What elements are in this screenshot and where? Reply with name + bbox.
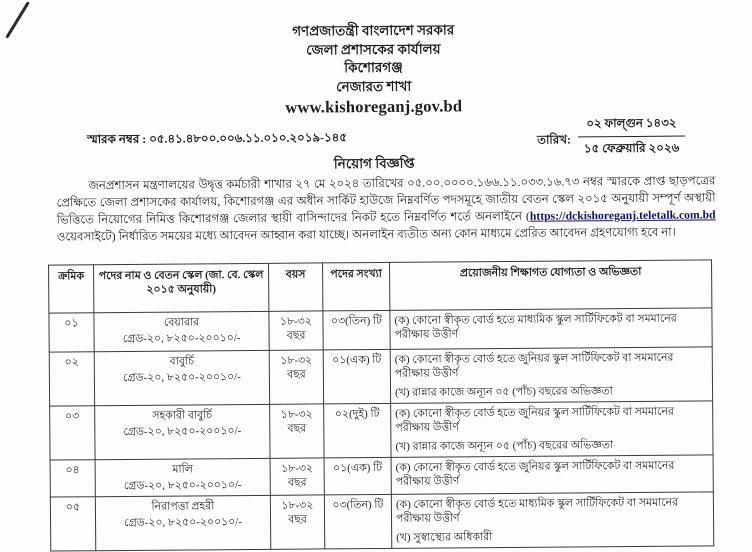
serial-cell: ০৪ [50, 460, 95, 497]
post-count: ০৩(তিন) টি [323, 310, 390, 350]
application-link[interactable]: https://dckishoreganj.teletalk.com.bd [529, 208, 716, 223]
office-name: জেলা প্রশাসকের কার্যালয় [306, 40, 441, 58]
table-row [50, 492, 713, 551]
table-header-age: বয়স [269, 263, 323, 311]
notice-title: নিয়োগ বিজ্ঞপ্তি [333, 155, 415, 172]
table-row [49, 308, 712, 352]
post-name: মালি [172, 463, 193, 476]
qualification-b: (খ) রান্নার কাজে অন্যূন ০৫ (পাঁচ) বছরের অভিজ্ঞতা [395, 439, 614, 453]
qualification-a: (ক) কোনো স্বীকৃত বোর্ড হতে মাধ্যমিক স্কুল সার্টিফিকেট বা সমমানের পরীক্ষায় উত্তীর্ণ [394, 312, 677, 341]
qualification-cell [390, 308, 712, 350]
government-name: গণপ্রজাতন্ত্রী বাংলাদেশ সরকার [292, 22, 455, 39]
qualification-cell [391, 401, 713, 458]
age-cell [270, 458, 324, 495]
table-header-qualification: প্রয়োজনীয় শিক্ষাগত যোগ্যতা ও অভিজ্ঞতা [390, 260, 712, 311]
post-count: ০১(এক) টি [323, 349, 390, 404]
district-name: কিশোরগঞ্জ [344, 59, 403, 76]
post-count: ০১(এক) টি [324, 457, 391, 495]
table-header-post: পদের নাম ও বেতন স্কেল (জা. বে. স্কেল ২০১৫ অনুযায়ী) [94, 263, 269, 312]
qualification-cell [391, 455, 713, 495]
post-cell [94, 350, 269, 405]
qualification-b: (খ) রান্নার কাজে অন্যূন ০৫ (পাঁচ) বছরের অভিজ্ঞতা [394, 385, 613, 399]
qualification-a: (ক) কোনো স্বীকৃত বোর্ড হতে জুনিয়র স্কুল সার্টিফিকেট বা সমমানের পরীক্ষায় উত্তীর্ণ [395, 405, 674, 434]
age-cell [269, 311, 323, 350]
age-range: ১৮-৩২ [280, 354, 313, 367]
serial-cell: ০১ [49, 313, 94, 352]
pay-scale: গ্রেড-২০, ৮২৫০-২০০১০/- [123, 479, 242, 492]
post-count: ০২(দুই) টি [324, 403, 391, 458]
notice-outro: ওয়েবসাইটে) নির্ধারিত সময়ের মধ্যে আবেদন আহ্বান করা যাচ্ছে। অনলাইন ব্যতীত অন্য কোন মাধ্যমে প্রেরিত আবেদন গ্রহণযোগ্য হবে না। [56, 225, 676, 244]
table-row [49, 347, 712, 406]
date-label: তারিখ: [537, 131, 571, 147]
table-row [50, 401, 713, 460]
pay-scale: গ্রেড-২০, ৮২৫০-২০০১০/- [124, 516, 242, 529]
serial-cell: ০২ [49, 352, 94, 406]
age-unit: বছর [287, 422, 307, 435]
age-unit: বছর [286, 329, 306, 342]
table-header-row [49, 260, 712, 313]
website-url: www.kishoreganj.gov.bd [285, 96, 463, 117]
age-range: ১৮-৩২ [281, 462, 314, 475]
qualification-b: (খ) সুস্বাস্থ্যের অধিকারী [396, 531, 493, 544]
age-unit: বছর [287, 368, 306, 381]
qualification-cell [390, 347, 712, 404]
post-name: সহকারী বাবুর্চি [152, 409, 213, 422]
post-cell [95, 495, 270, 550]
post-name: বাবুর্চি [169, 355, 194, 368]
age-range: ১৮-৩২ [279, 315, 312, 328]
memo-number: ০৫.৪১.৪৮০০.০০৬.১১.০১০.২০১৯-১৪৫ [149, 130, 348, 146]
table-header-count: পদের সংখ্যা [323, 262, 390, 311]
age-unit: বছর [287, 476, 307, 489]
qualification-a: (ক) কোনো স্বীকৃত বোর্ড হতে জুনিয়র স্কুল সার্টিফিকেট বা সমমানের পরীক্ষায় উত্তীর্ণ [394, 351, 674, 380]
notice-body [56, 173, 716, 246]
qualification-cell [391, 492, 713, 549]
pay-scale: গ্রেড-২০, ৮২৫০-২০০১০/- [123, 425, 242, 438]
post-name: বেয়ারার [163, 316, 200, 329]
table-row [50, 455, 713, 497]
age-cell [269, 350, 323, 404]
post-cell [95, 404, 270, 459]
date-gregorian: ১৫ ফেব্রুয়ারি ২০২৬ [583, 140, 680, 156]
post-count: ০৩(তিন) টি [324, 494, 391, 549]
post-name: নিরাপত্তা প্রহরী [151, 500, 215, 513]
post-cell [94, 311, 269, 351]
age-unit: বছর [288, 513, 307, 526]
pay-scale: গ্রেড-২০, ৮২৫০-২০০১০/- [122, 332, 241, 345]
memo-line [87, 128, 347, 150]
age-cell [270, 495, 324, 549]
letterhead [0, 19, 749, 121]
qualification-a: (ক) কোনো স্বীকৃত বোর্ড হতে মাধ্যমিক স্কুল সার্টিফিকেট বা সমমানের পরীক্ষায় উত্তীর্ণ [395, 496, 679, 525]
memo-label: স্মারক নম্বর : [86, 131, 147, 147]
age-range: ১৮-৩২ [281, 499, 314, 512]
serial-cell: ০৩ [50, 406, 95, 460]
age-cell [270, 404, 324, 458]
section-name: নেজারত শাখা [335, 78, 412, 94]
notice-intro: জনপ্রশাসন মন্ত্রণালয়ের উদ্বৃত্ত কর্মচারী শাখার ২৭ মে ২০২৪ তারিখের ০৫.০০.০০০০.১৬৬.১১.০৩৩.১৬.৭৩ নম্বর স্মারকে প্রাপ্ত ছাড়পত্রের প্রেক্ষিতে জেলা প্রশাসকের কার্যালয়, কিশোরগঞ্জ এর অধীন সার্কিট হাউজে নিম্নবর্ণিত পদসমূহে জাতীয় বেতন স্কেল ২০১৫ অনুযায়ী সম্পূর্ণ অস্থায়ী ভিত্তিতে নিয়োগের নিমিত্ত কিশোরগঞ্জ জেলার স্থায়ী বাসিন্দাদের নিকট হতে নিম্নবর্ণিত শর্তে অনলাইনে ( [56, 174, 716, 227]
serial-cell: ০৫ [50, 497, 95, 551]
table-header-serial: ক্রমিক [49, 265, 94, 313]
age-range: ১৮-৩২ [280, 408, 313, 421]
date-bangla: ০২ ফাল্গুন ১৪৩২ [578, 114, 686, 138]
post-cell [95, 458, 270, 496]
pay-scale: গ্রেড-২০, ৮২৫০-২০০১০/- [122, 371, 241, 384]
qualification-a: (ক) কোনো স্বীকৃত বোর্ড হতে জুনিয়র স্কুল সার্টিফিকেট বা সমমানের পরীক্ষায় উত্তীর্ণ [395, 459, 675, 488]
recruitment-table [48, 259, 714, 551]
